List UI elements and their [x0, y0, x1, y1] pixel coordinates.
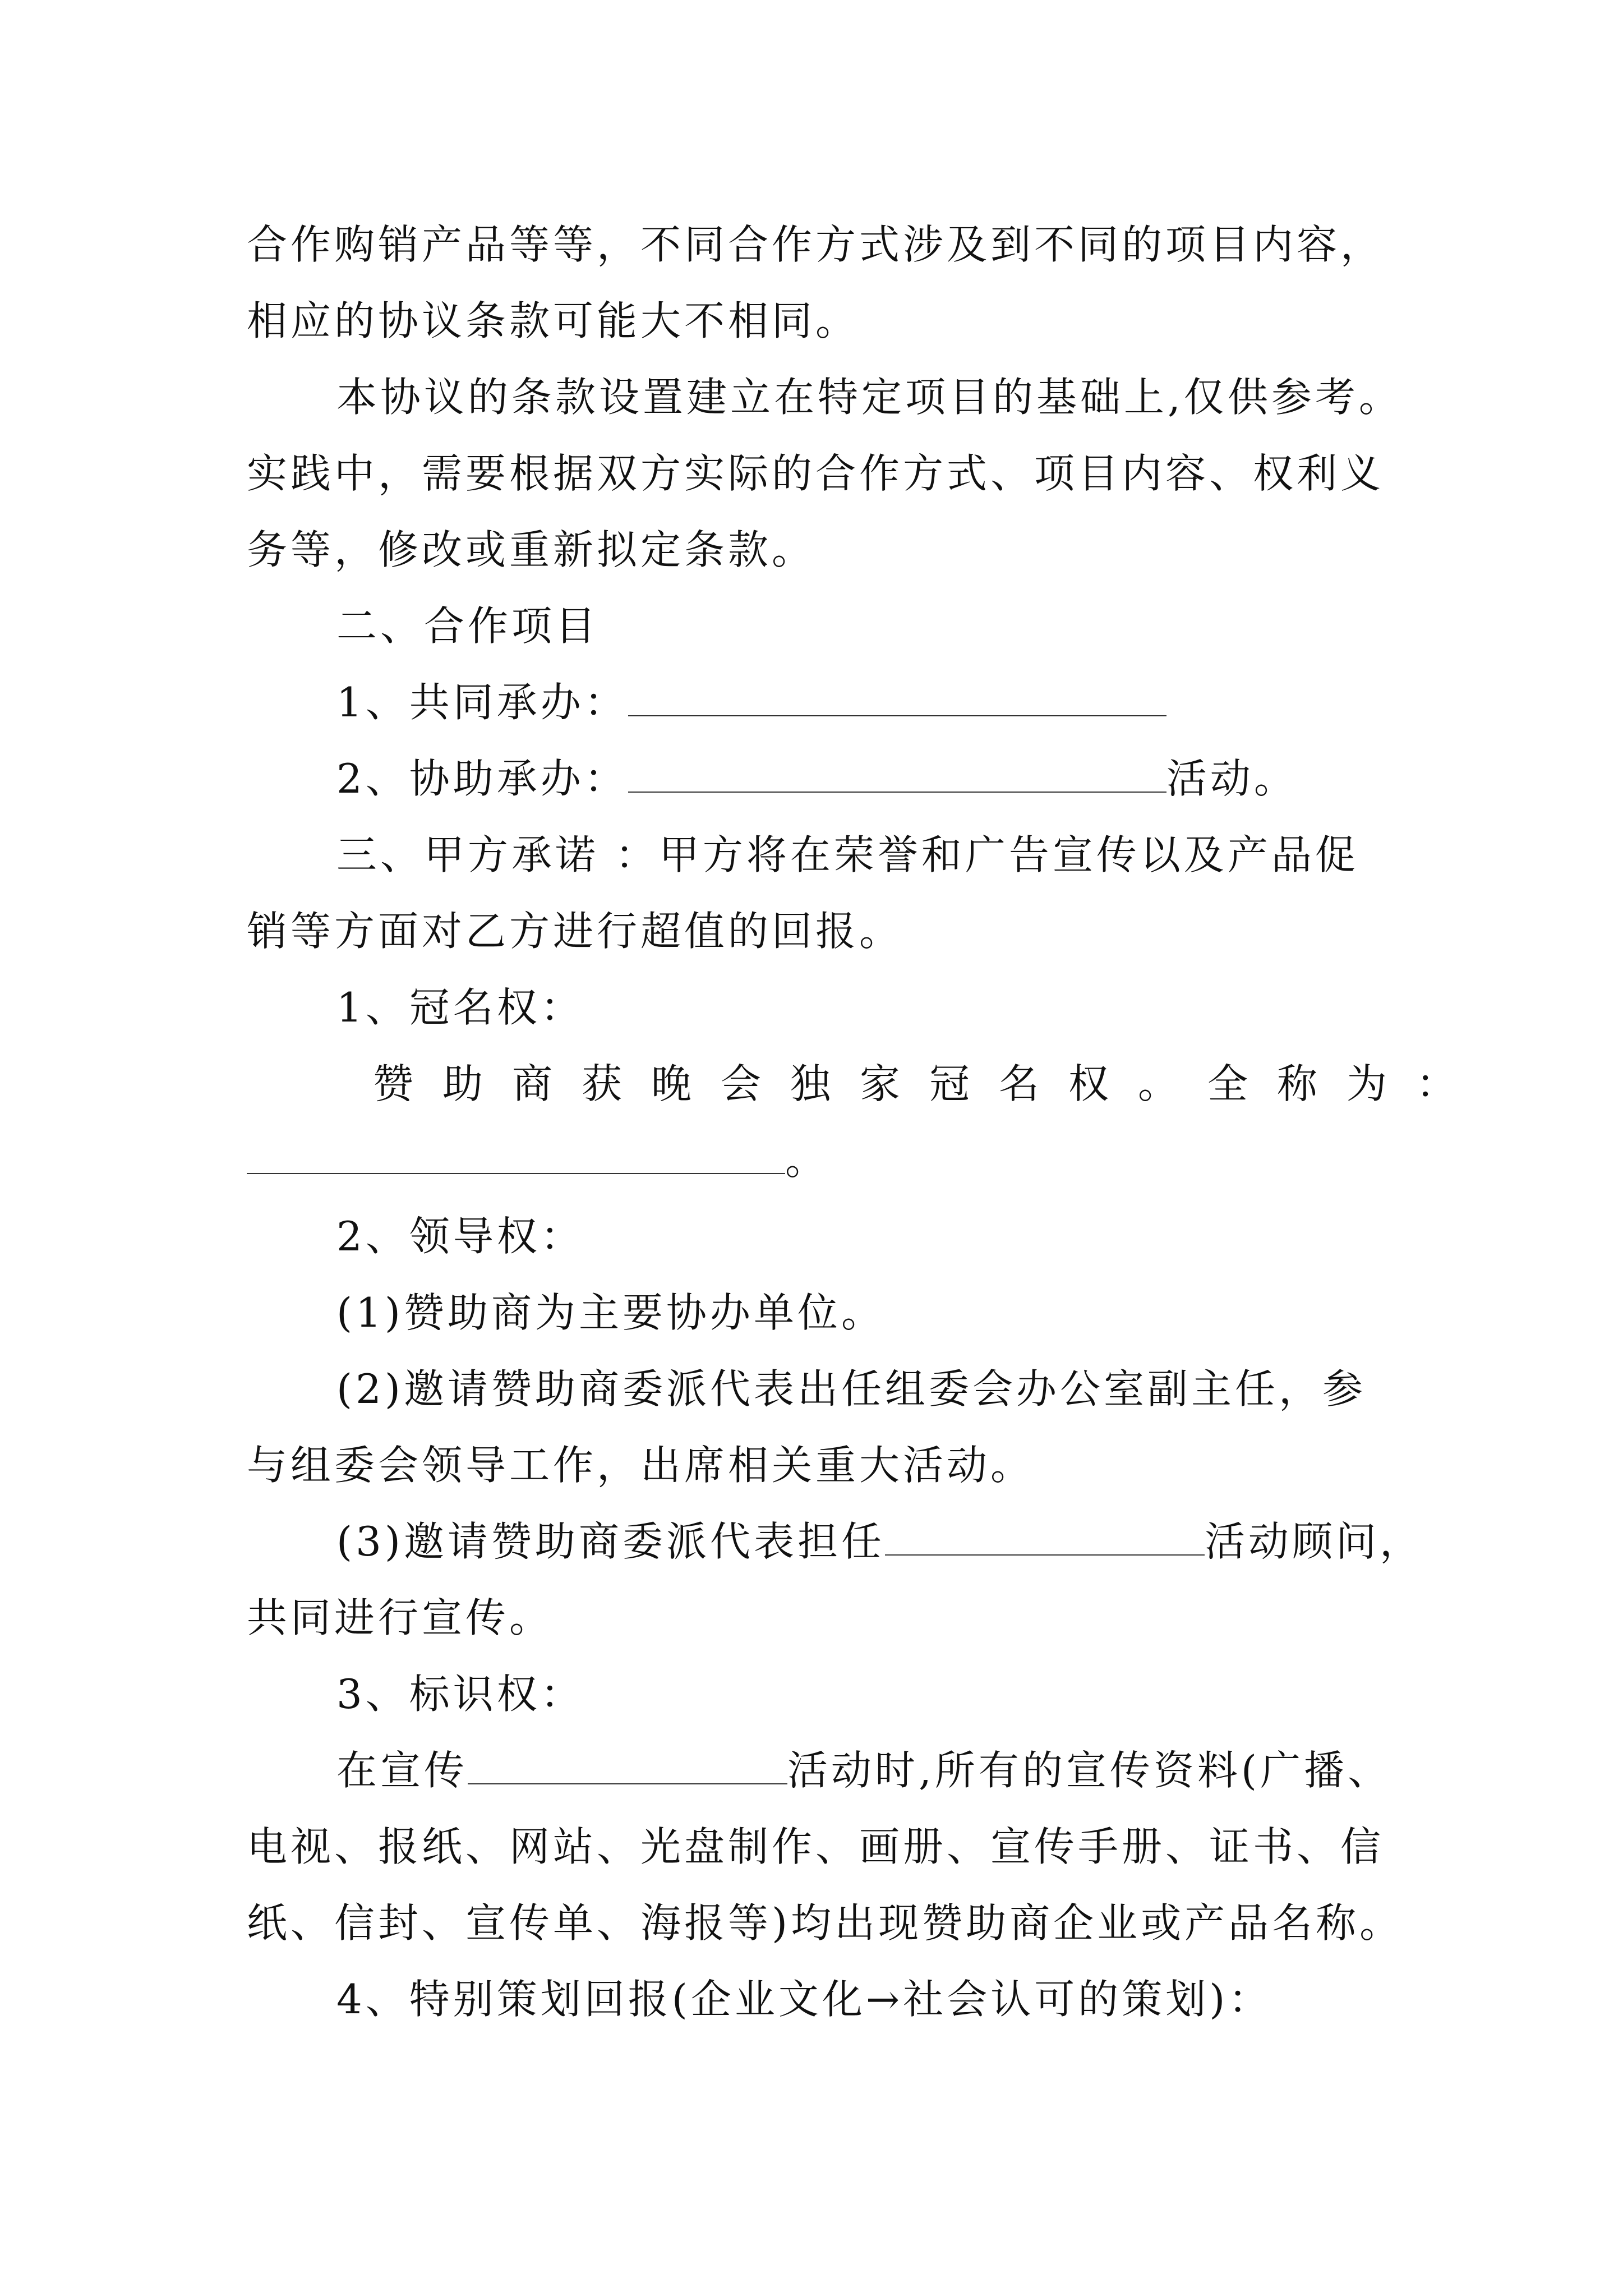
- cohost-blank-line: [628, 683, 1166, 716]
- logo-prefix: 在宣传: [336, 1747, 468, 1794]
- section-3-line-2: 销等方面对乙方进行超值的回报。: [247, 908, 903, 955]
- logo-rights-heading: 3、标识权：: [336, 1671, 584, 1718]
- naming-rights-line-1: 赞助商获晚会独家冠名权。全称为：: [373, 1060, 1486, 1107]
- naming-rights-line-2: [247, 1137, 829, 1184]
- paragraph-2-line-1: 本协议的条款设置建立在特定项目的基础上,仅供参考。: [336, 374, 1403, 421]
- assist-host-label: 2、协助承办：: [336, 755, 628, 802]
- leadership-item-3-line-1: [336, 1518, 1424, 1565]
- naming-rights-heading: 1、冠名权：: [336, 984, 584, 1031]
- assist-host-suffix: 活动。: [1166, 755, 1298, 802]
- paragraph-2-line-2: 实践中，需要根据双方实际的合作方式、项目内容、权利义: [247, 450, 1385, 497]
- event-blank-line: [468, 1751, 787, 1784]
- assist-host-blank-line: [628, 759, 1166, 793]
- cohost-label: 1、共同承办：: [336, 679, 628, 726]
- advisor-blank-line: [885, 1522, 1205, 1556]
- leadership-item-2-line-2: 与组委会领导工作，出席相关重大活动。: [247, 1442, 1035, 1489]
- logo-rights-line-2: 电视、报纸、网站、光盘制作、画册、宣传手册、证书、信: [247, 1823, 1385, 1870]
- logo-suffix: 活动时,所有的宣传资料(广播、: [787, 1747, 1391, 1794]
- leadership-heading: 2、领导权：: [336, 1213, 584, 1260]
- logo-rights-line-3: 纸、信封、宣传单、海报等)均出现赞助商企业或产品名称。: [247, 1899, 1404, 1947]
- logo-rights-line-1: [336, 1747, 1391, 1794]
- leadership-item-2-line-1: (2)邀请赞助商委派代表出任组委会办公室副主任，参: [336, 1365, 1366, 1412]
- section-2-heading: 二、合作项目: [336, 602, 600, 650]
- leadership-item-1: (1)赞助商为主要协办单位。: [336, 1289, 885, 1336]
- paragraph-1-line-1: 合作购销产品等等，不同合作方式涉及到不同的项目内容，: [247, 221, 1385, 268]
- section-2-item-2: [336, 755, 1298, 802]
- advisor-suffix: 活动顾问，: [1205, 1518, 1424, 1565]
- advisor-prefix: (3)邀请赞助商委派代表担任: [336, 1518, 885, 1565]
- paragraph-2-line-3: 务等，修改或重新拟定条款。: [247, 526, 816, 573]
- section-3-line-1: 三、甲方承诺 ：甲方将在荣誉和广告宣传以及产品促: [336, 831, 1359, 878]
- section-2-item-1: [336, 679, 1166, 726]
- full-name-blank-line: [247, 1140, 785, 1174]
- leadership-item-3-line-2: 共同进行宣传。: [247, 1594, 554, 1641]
- paragraph-1-line-2: 相应的协议条款可能大不相同。: [247, 297, 860, 344]
- naming-rights-period: 。: [785, 1137, 829, 1184]
- special-planning-heading: 4、特别策划回报(企业文化→社会认可的策划)：: [336, 1976, 1272, 2023]
